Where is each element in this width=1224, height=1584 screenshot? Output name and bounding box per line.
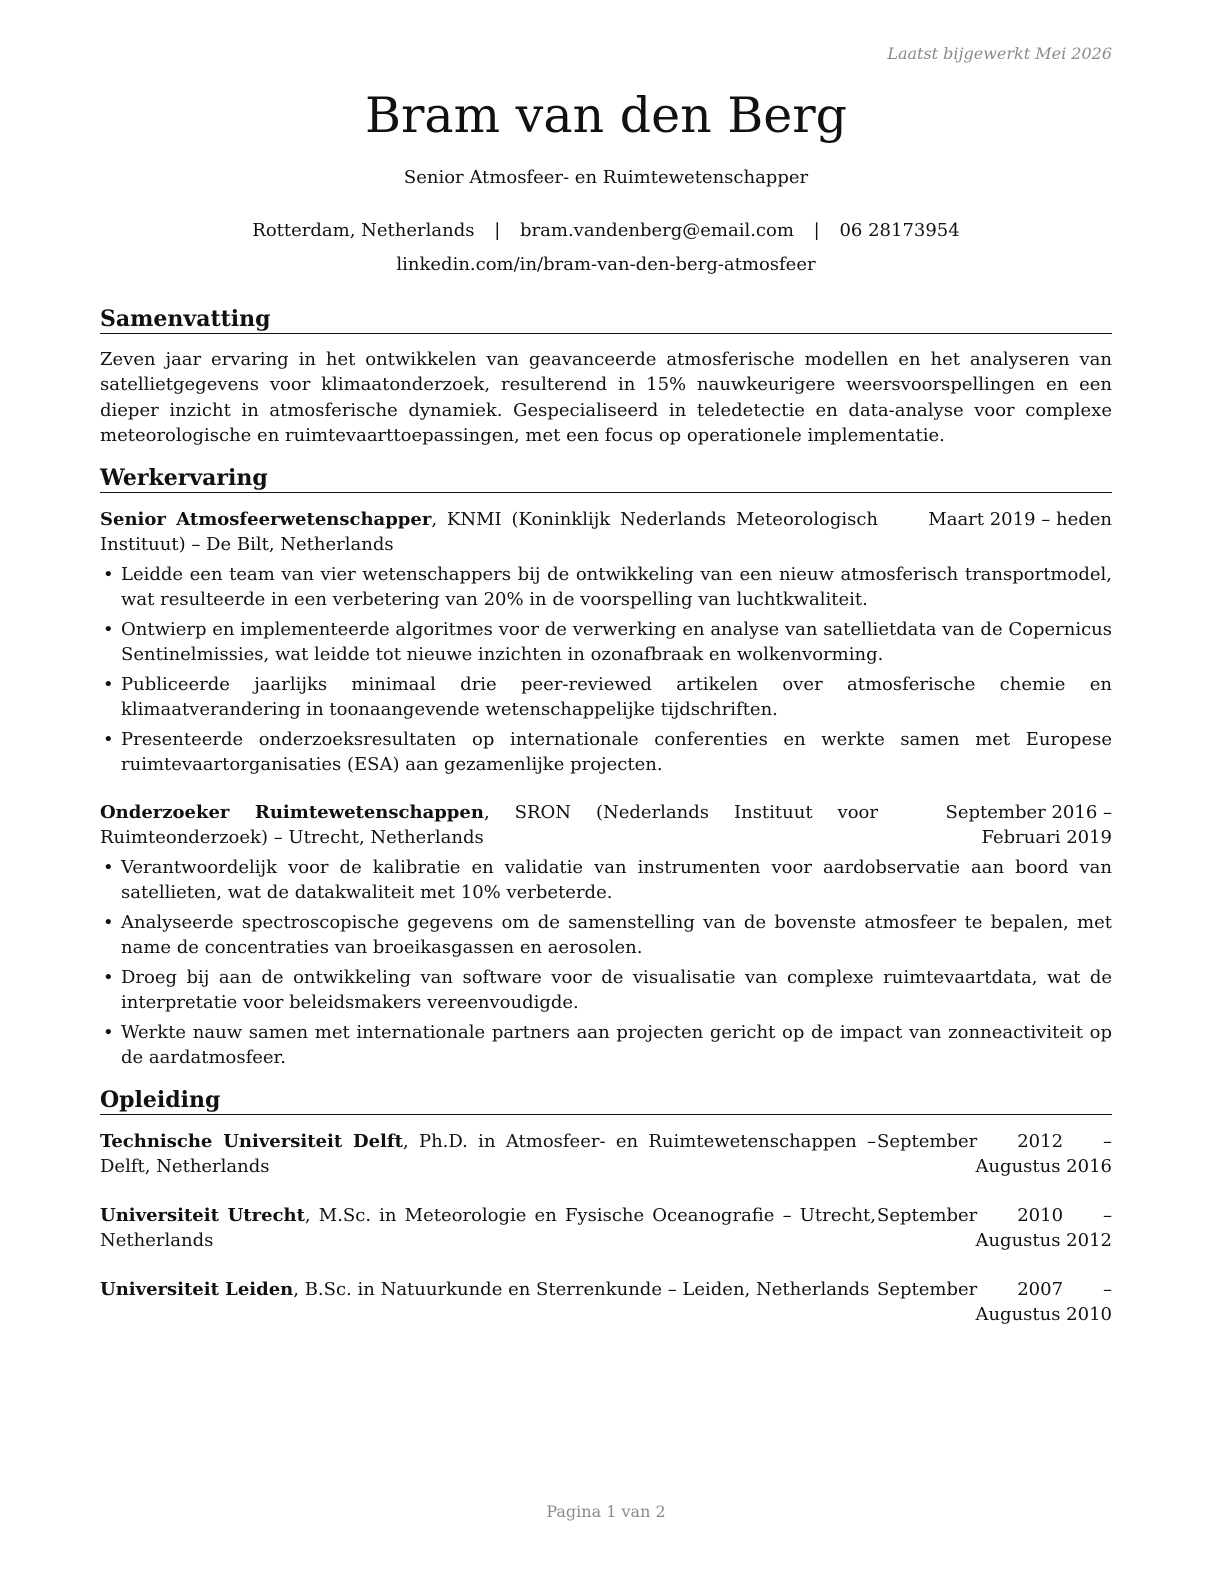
job-bullet: • Presenteerde onderzoeksresultaten op internationale conferenties en werkte samen met Europese ruimtevaartorganisaties (ESA) aan gezamenlijke projecten. [103, 729, 1112, 775]
job-title-line [100, 800, 878, 850]
education-school: Technische Universiteit Delft [100, 1131, 403, 1152]
education-detail: , Ph.D. in Atmosfeer- en Ruimtewetenschappen – Delft, Netherlands [100, 1131, 876, 1177]
contact-phone: 06 28173954 [839, 220, 960, 241]
job-dates: September 2016 – Februari 2019 [945, 802, 1112, 848]
section-title-summary: Samenvatting [100, 305, 1112, 334]
job-bullets [100, 855, 1112, 1070]
resume-page [100, 0, 1112, 1584]
bullet-icon: • [103, 674, 114, 695]
education-detail: , B.Sc. in Natuurkunde en Sterrenkunde – Leiden, Netherlands [293, 1279, 870, 1300]
contact-line [100, 220, 1112, 241]
bullet-icon: • [103, 1022, 114, 1043]
job-bullet: • Publiceerde jaarlijks minimaal drie peer-reviewed artikelen over atmosferische chemie en klimaatverandering in toonaangevende wetenschappelijke tijdschriften. [103, 674, 1112, 720]
last-updated-note: Laatst bijgewerkt Mei 2026 [887, 44, 1112, 63]
job-dates: Maart 2019 – heden [928, 509, 1112, 530]
contact-separator: | [494, 220, 501, 241]
bullet-icon: • [103, 967, 114, 988]
education-school: Universiteit Utrecht [100, 1205, 305, 1226]
education-entry [100, 1129, 1112, 1179]
education-dates: September 2007 – Augustus 2010 [877, 1279, 1112, 1325]
candidate-name: Bram van den Berg [364, 87, 847, 144]
section-title-experience: Werkervaring [100, 464, 1112, 493]
education-line [100, 1277, 876, 1302]
contact-location: Rotterdam, Netherlands [252, 220, 475, 241]
education-header [100, 1277, 1112, 1325]
contact-linkedin[interactable]: linkedin.com/in/bram-van-den-berg-atmosfeer [396, 254, 816, 275]
bullet-icon: • [103, 912, 114, 933]
job-bullet: • Werkte nauw samen met internationale partners aan projecten gericht op de impact van zonneactiviteit op de aardatmosfeer. [103, 1022, 1112, 1068]
job-bullets [100, 562, 1112, 777]
bullet-icon: • [103, 729, 114, 750]
job-entry [100, 800, 1112, 1075]
job-bullet: • Analyseerde spectroscopische gegevens om de samenstelling van de bovenste atmosfeer te bepalen, met name de concentraties van broeikasgassen en aerosolen. [103, 912, 1112, 958]
education-dates: September 2012 – Augustus 2016 [877, 1131, 1112, 1177]
education-entry [100, 1203, 1112, 1253]
bullet-icon: • [103, 619, 114, 640]
job-organization: , KNMI (Koninklijk Nederlands Meteorologisch Instituut) – De Bilt, Netherlands [100, 509, 879, 555]
contact-separator: | [813, 220, 820, 241]
job-header [100, 507, 1112, 557]
page-number: Pagina 1 van 2 [546, 1502, 666, 1521]
education-entry [100, 1277, 1112, 1325]
bullet-icon: • [103, 564, 114, 585]
education-line [100, 1203, 876, 1253]
education-school: Universiteit Leiden [100, 1279, 294, 1300]
education-header [100, 1203, 1112, 1253]
job-bullet: • Leidde een team van vier wetenschappers bij de ontwikkeling van een nieuw atmosferisch transportmodel, wat resulteerde in een verbetering van 20% in de voorspelling van luchtkwaliteit. [103, 564, 1112, 610]
summary-text: Zeven jaar ervaring in het ontwikkelen van geavanceerde atmosferische modellen en het analyseren van satellietgegevens voor klimaatonderzoek, resulterend in 15% nauwkeurigere weersvoorspellingen en een dieper inzicht in atmosferische dynamiek. Gespecialiseerd in teledetectie en data-analyse voor complexe meteorologische en ruimtevaarttoepassingen, met een focus op operationele implementatie. [100, 349, 1112, 446]
job-bullet: • Verantwoordelijk voor de kalibratie en validatie van instrumenten voor aardobservatie aan boord van satellieten, wat de datakwaliteit met 10% verbeterde. [103, 857, 1112, 903]
job-header [100, 800, 1112, 850]
bullet-icon: • [103, 857, 114, 878]
education-detail: , M.Sc. in Meteorologie en Fysische Oceanografie – Utrecht, Netherlands [100, 1205, 877, 1251]
job-bullet: • Droeg bij aan de ontwikkeling van software voor de visualisatie van complexe ruimtevaartdata, wat de interpretatie voor beleidsmakers vereenvoudigde. [103, 967, 1112, 1013]
section-title-education: Opleiding [100, 1086, 1112, 1115]
job-organization: , SRON (Nederlands Instituut voor Ruimteonderzoek) – Utrecht, Netherlands [100, 802, 878, 848]
contact-email[interactable]: bram.vandenberg@email.com [520, 220, 794, 241]
job-title-line [100, 507, 878, 557]
job-entry [100, 507, 1112, 782]
job-role: Onderzoeker Ruimtewetenschappen [100, 802, 484, 823]
education-dates: September 2010 – Augustus 2012 [877, 1205, 1112, 1251]
job-bullet: • Ontwierp en implementeerde algoritmes voor de verwerking en analyse van satellietdata van de Copernicus Sentinelmissies, wat leidde tot nieuwe inzichten in ozonafbraak en wolkenvorming. [103, 619, 1112, 665]
education-header [100, 1129, 1112, 1179]
candidate-headline: Senior Atmosfeer- en Ruimtewetenschapper [403, 167, 809, 188]
education-line [100, 1129, 876, 1179]
job-role: Senior Atmosfeerwetenschapper [100, 509, 432, 530]
